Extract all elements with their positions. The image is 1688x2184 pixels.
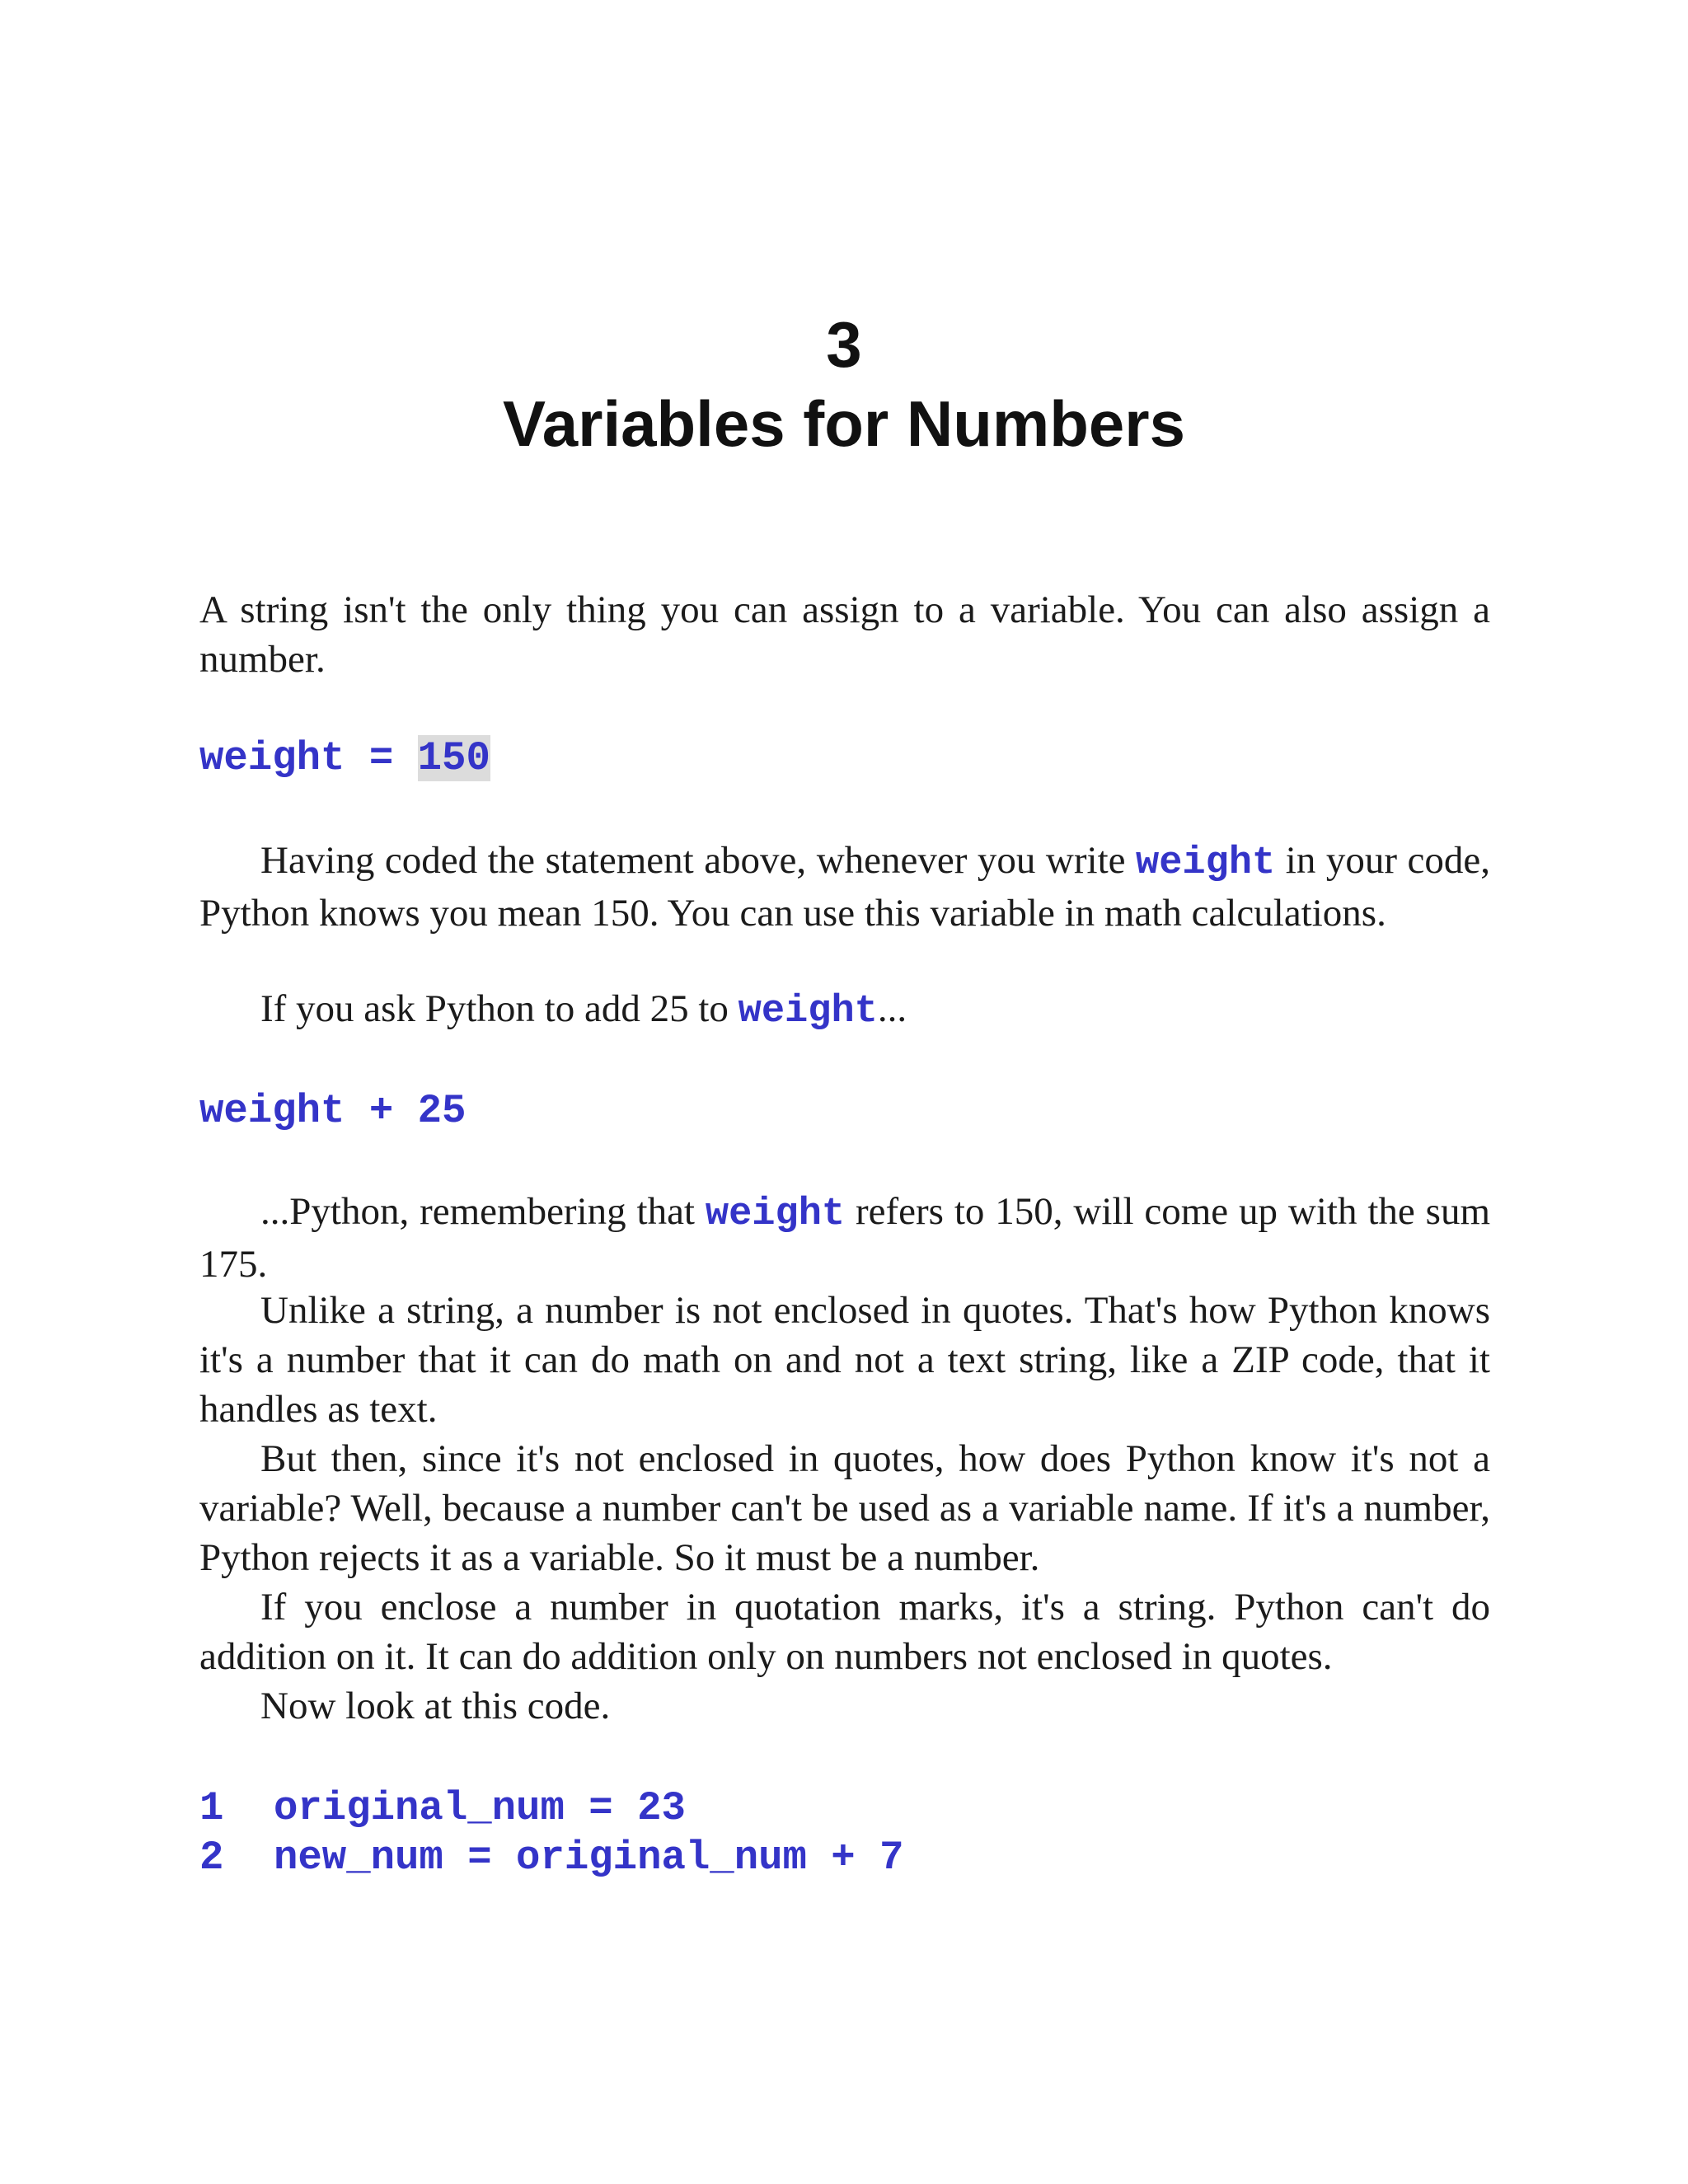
chapter-title: Variables for Numbers: [503, 387, 1185, 460]
paragraph-look-at-code: Now look at this code.: [260, 1685, 611, 1727]
code-line-2: [199, 1833, 904, 1882]
inline-code-weight: weight: [1136, 841, 1276, 885]
paragraph-sum-175-text-2: refers to 150, will come up with the sum 175.: [199, 1190, 1491, 1286]
inline-code-weight: weight: [705, 1193, 846, 1236]
paragraph-quoted-number: If you enclose a number in quotation marks, it's a string. Python can't do addition on it. It can do addition only on numbers not enclosed in quotes.: [199, 1586, 1490, 1678]
paragraph-sum-175: [199, 1187, 1490, 1289]
paragraph-weight-usage-text-1: Having coded the statement above, whenever you write: [260, 839, 1137, 882]
code-line-text: original_num = 23: [274, 1785, 686, 1831]
paragraph-intro: A string isn't the only thing you can assign to a variable. You can also assign a number.: [199, 588, 1490, 681]
code-block-weight-plus-25: weight + 25: [199, 1088, 467, 1134]
code-line-number: 2: [199, 1835, 224, 1881]
code-block-weight-assignment: [199, 733, 490, 783]
inline-code-weight: weight: [738, 990, 878, 1033]
code-weight-value: 150: [417, 735, 490, 781]
code-weight-lhs: weight =: [199, 735, 418, 781]
paragraph-weight-usage-text-2: in your code, Python knows you mean 150. You can use this variable in math calculations.: [199, 839, 1490, 935]
paragraph-add-25-text-1: If you ask Python to add 25 to: [260, 987, 738, 1030]
chapter-number: 3: [826, 308, 862, 381]
paragraph-add-25-text-2: ...: [877, 987, 907, 1030]
paragraph-not-a-variable: But then, since it's not enclosed in quotes, how does Python know it's not a variable? Well, because a number can't be used as a variable name. If it's a number, Python rejects it as a variable. So it must be a number.: [199, 1437, 1490, 1579]
paragraph-weight-usage: [199, 836, 1490, 938]
paragraph-number-not-quoted: Unlike a string, a number is not enclosed in quotes. That's how Python knows it's a number that it can do math on and not a text string, like a ZIP code, that it handles as text.: [199, 1289, 1490, 1431]
code-line-1: [199, 1783, 686, 1833]
paragraph-add-25: [199, 984, 1490, 1037]
code-line-number: 1: [199, 1785, 224, 1831]
paragraph-sum-175-text-1: ...Python, remembering that: [260, 1190, 706, 1233]
code-line-text: new_num = original_num + 7: [274, 1835, 904, 1881]
